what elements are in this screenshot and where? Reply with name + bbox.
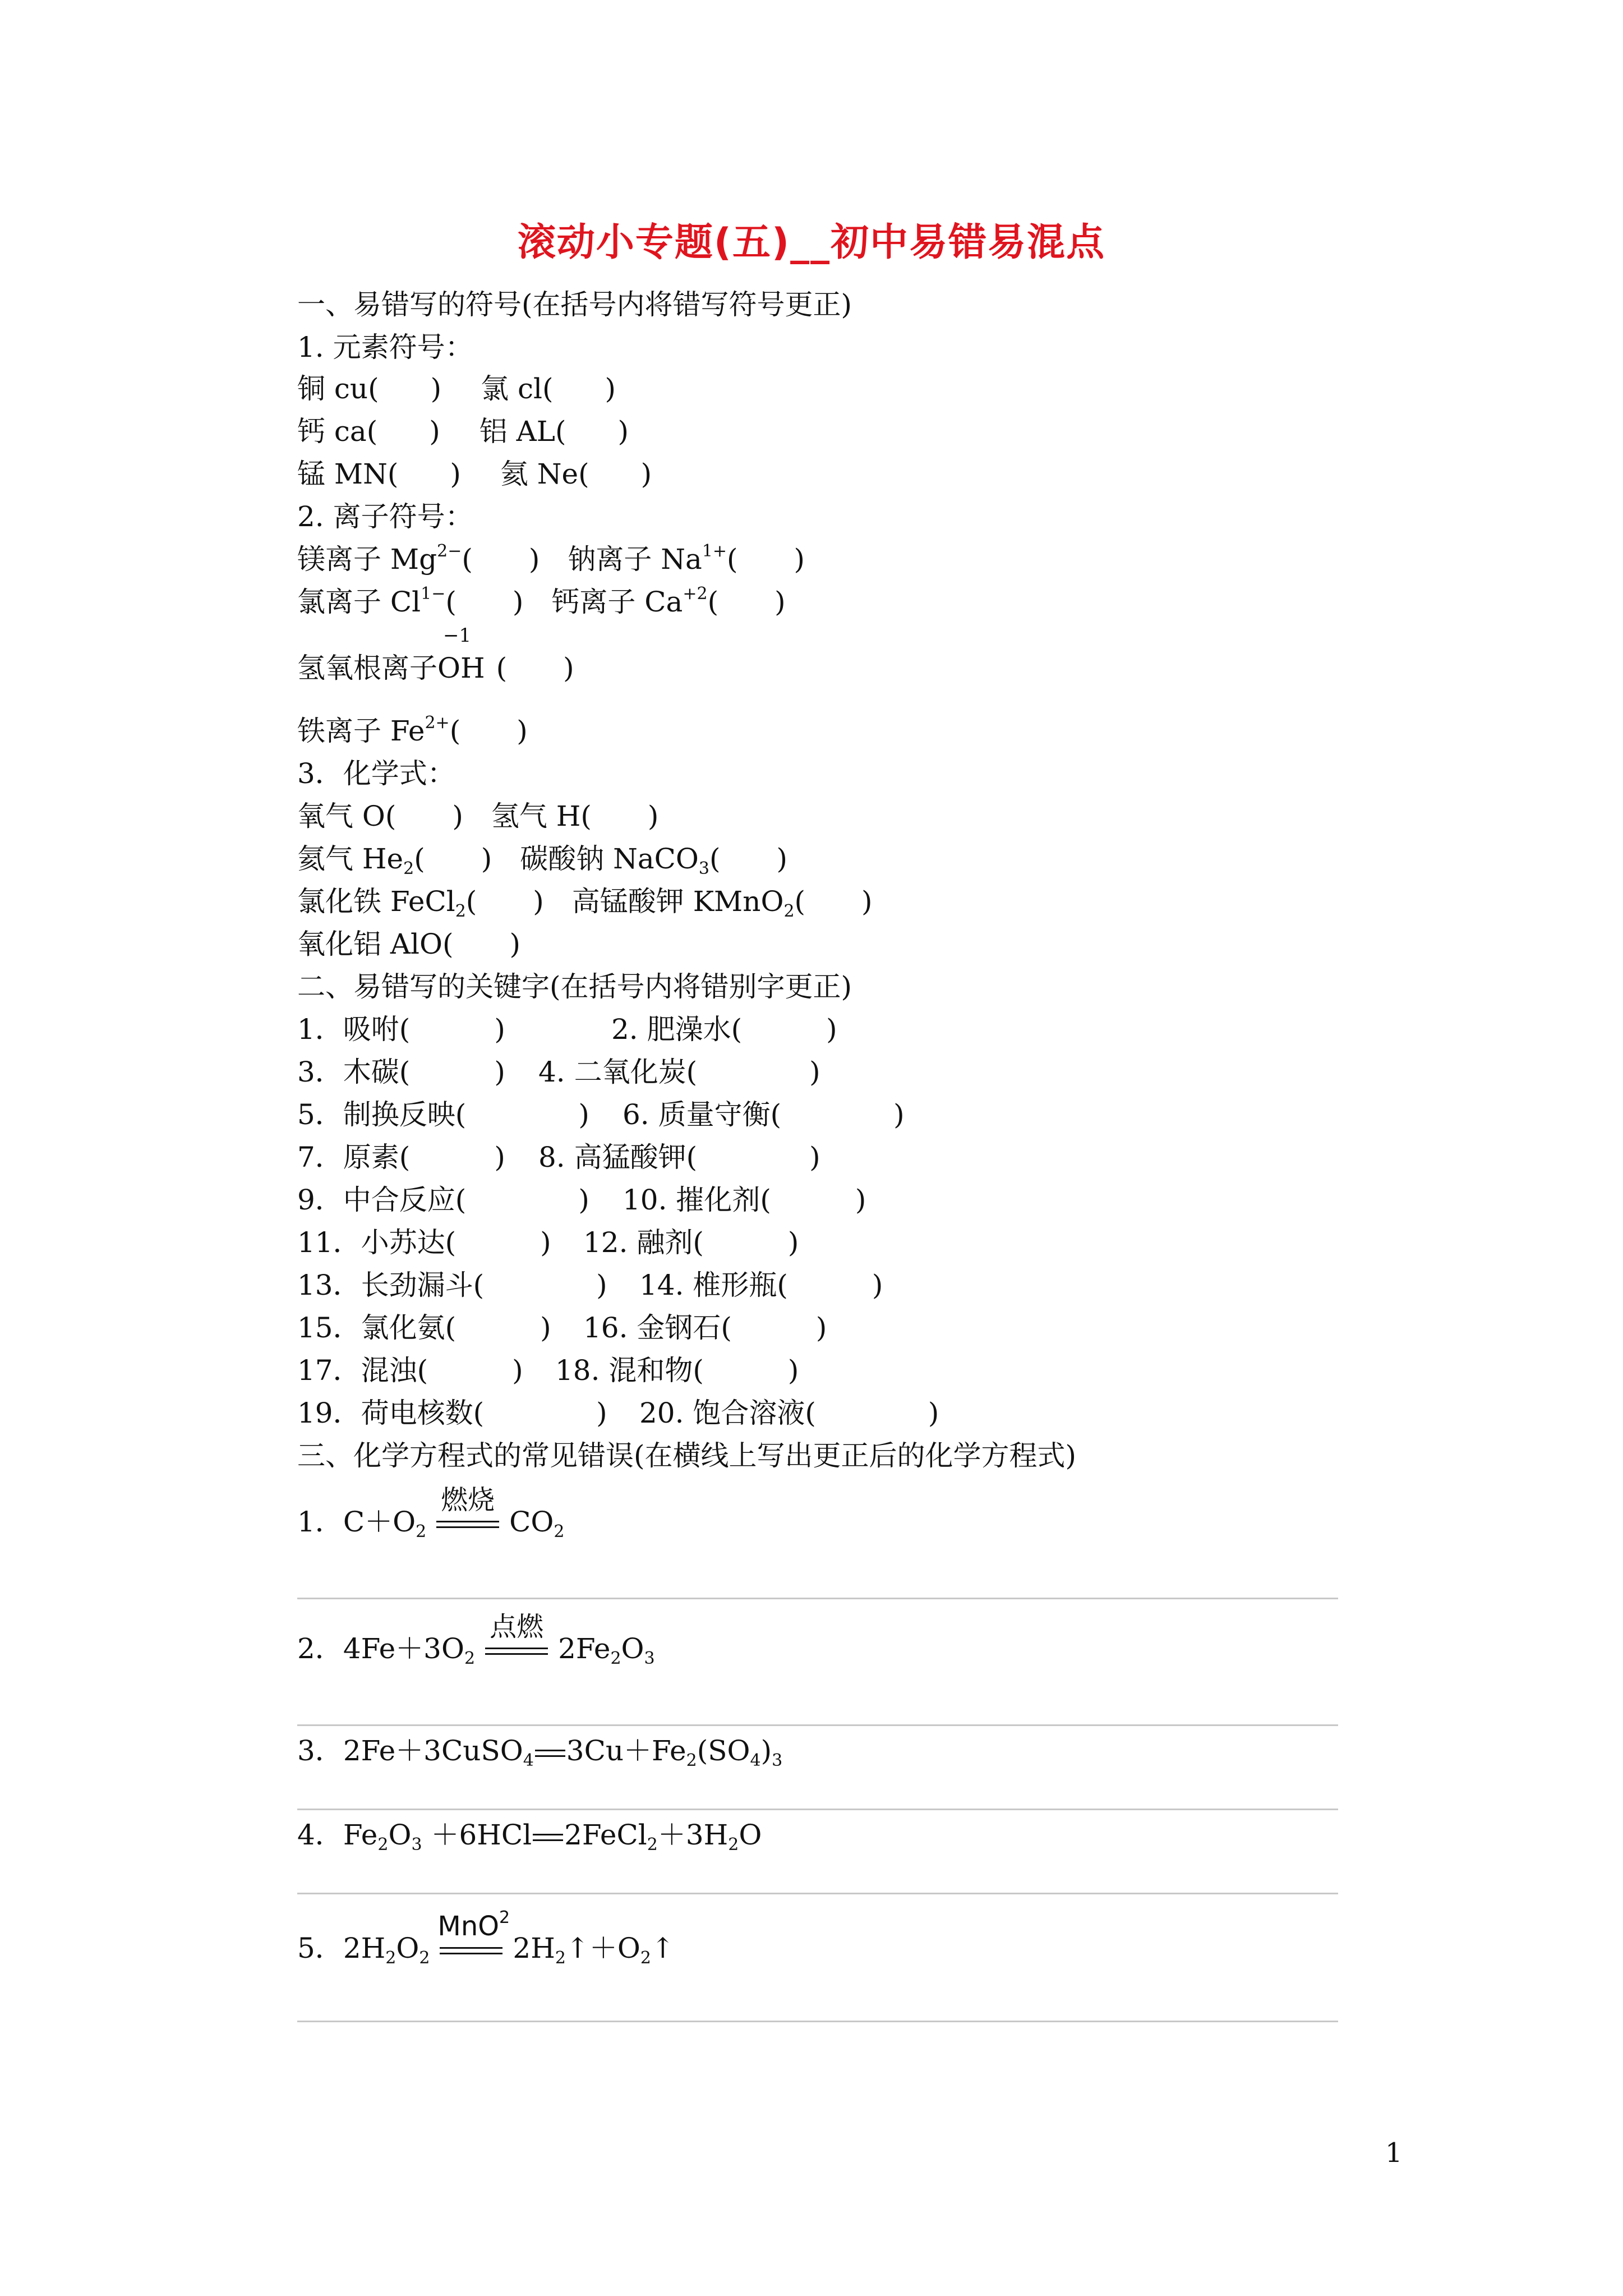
element-row: 锰 MN( ) 氦 Ne( ) xyxy=(297,458,652,490)
condition-label: 点燃 xyxy=(490,1611,544,1642)
list-item: 3．木碳( ) xyxy=(297,1056,505,1088)
equation-3: 3．2Fe＋3CuSO$_4$ $3Cu+Fe_2(SO_4)_3$ xyxy=(297,1734,783,1770)
formulas-subheading: 3．化学式： xyxy=(297,757,455,790)
answer-line[interactable] xyxy=(297,1724,1338,1726)
list-item: 7．原素( ) xyxy=(297,1141,505,1174)
element-row: 钙 ca( ) 铝 AL( ) xyxy=(297,415,629,448)
elements-subheading: 1. 元素符号： xyxy=(297,331,473,364)
answer-line[interactable] xyxy=(297,1809,1338,1810)
formula-row: 氧化铝 AlO( ) xyxy=(297,928,520,960)
equation-4: 4．$Fe_2O_3 +6HCl$ $2FeCl_2+3H_2O$ xyxy=(297,1819,762,1855)
ion-row: 铁离子 $Fe^{2+}$( ) xyxy=(297,713,528,747)
ion-row: 氯离子 $Cl^{1-}$( ) 钙离子 $Ca^{+2}$( ) xyxy=(297,584,786,618)
list-item: 16. 金钢石( ) xyxy=(583,1312,827,1344)
equation-2: 2．$4Fe+3O_2$ 点燃 $2Fe_2O_3$ xyxy=(297,1630,655,1667)
answer-line[interactable] xyxy=(297,1893,1338,1894)
ion-row: 镁离子 $Mg^{2-}$( ) 钠离子 $Na^{1+}$( ) xyxy=(297,541,805,576)
list-item: 15．氯化氨( ) xyxy=(297,1312,551,1344)
list-item: 5．制换反映( ) xyxy=(297,1098,589,1131)
condition-label: 燃烧 xyxy=(441,1484,495,1516)
list-item: 14. 椎形瓶( ) xyxy=(639,1269,883,1301)
list-item: 17．混浊( ) xyxy=(297,1354,523,1387)
list-item: 12. 融剂( ) xyxy=(583,1226,799,1259)
ions-subheading: 2. 离子符号： xyxy=(297,500,473,533)
equation-5: 5．$2H_2O_2$ MnO$^2$ $2H_2↑+O_2↑$ xyxy=(297,1908,675,1968)
list-item: 20. 饱合溶液( ) xyxy=(639,1397,939,1429)
list-item: 9．中合反应( ) xyxy=(297,1184,589,1216)
section3-heading: 三、化学方程式的常见错误(在横线上写出更正后的化学方程式) xyxy=(297,1439,1077,1472)
page-number: 1 xyxy=(1385,2137,1403,2169)
list-item: 11．小苏达( ) xyxy=(297,1226,551,1259)
formula-row: 氯化铁 FeCl$_2$( ) 高锰酸钾 KMnO$_2$( ) xyxy=(297,885,873,921)
ion-row-hydroxide: 氢氧根离子 −1 OH ( ) xyxy=(297,624,574,684)
formula-row: 氦气 $He_2$( ) 碳酸钠 NaCO$_3$( ) xyxy=(297,843,788,878)
answer-line[interactable] xyxy=(297,1598,1338,1599)
answer-line[interactable] xyxy=(297,2021,1338,2022)
list-item: 8. 高猛酸钾( ) xyxy=(538,1141,820,1174)
condition-label: MnO$^2$ xyxy=(437,1908,510,1942)
list-item: 6. 质量守衡( ) xyxy=(623,1098,905,1131)
list-item: 19．荷电核数( ) xyxy=(297,1397,607,1429)
list-item: 18. 混和物( ) xyxy=(555,1354,799,1387)
formula-row: 氧气 O( ) 氢气 H( ) xyxy=(297,800,659,832)
list-item: 13．长劲漏斗( ) xyxy=(297,1269,607,1301)
equation-1: 1．$C+O_2$ 燃烧 $CO_2$ xyxy=(297,1503,565,1540)
list-item: 2. 肥澡水( ) xyxy=(611,1013,837,1046)
section1-heading: 一、易错写的符号(在括号内将错写符号更正) xyxy=(297,288,852,321)
list-item: 1．吸咐( ) xyxy=(297,1013,505,1046)
list-item: 10. 摧化剂( ) xyxy=(623,1184,866,1216)
section2-heading: 二、易错写的关键字(在括号内将错别字更正) xyxy=(297,970,852,1003)
page-title: 滚动小专题(五)__初中易错易混点 xyxy=(517,220,1106,265)
element-row: 铜 cu( ) 氯 cl( ) xyxy=(297,372,616,405)
list-item: 4. 二氧化炭( ) xyxy=(538,1056,820,1088)
